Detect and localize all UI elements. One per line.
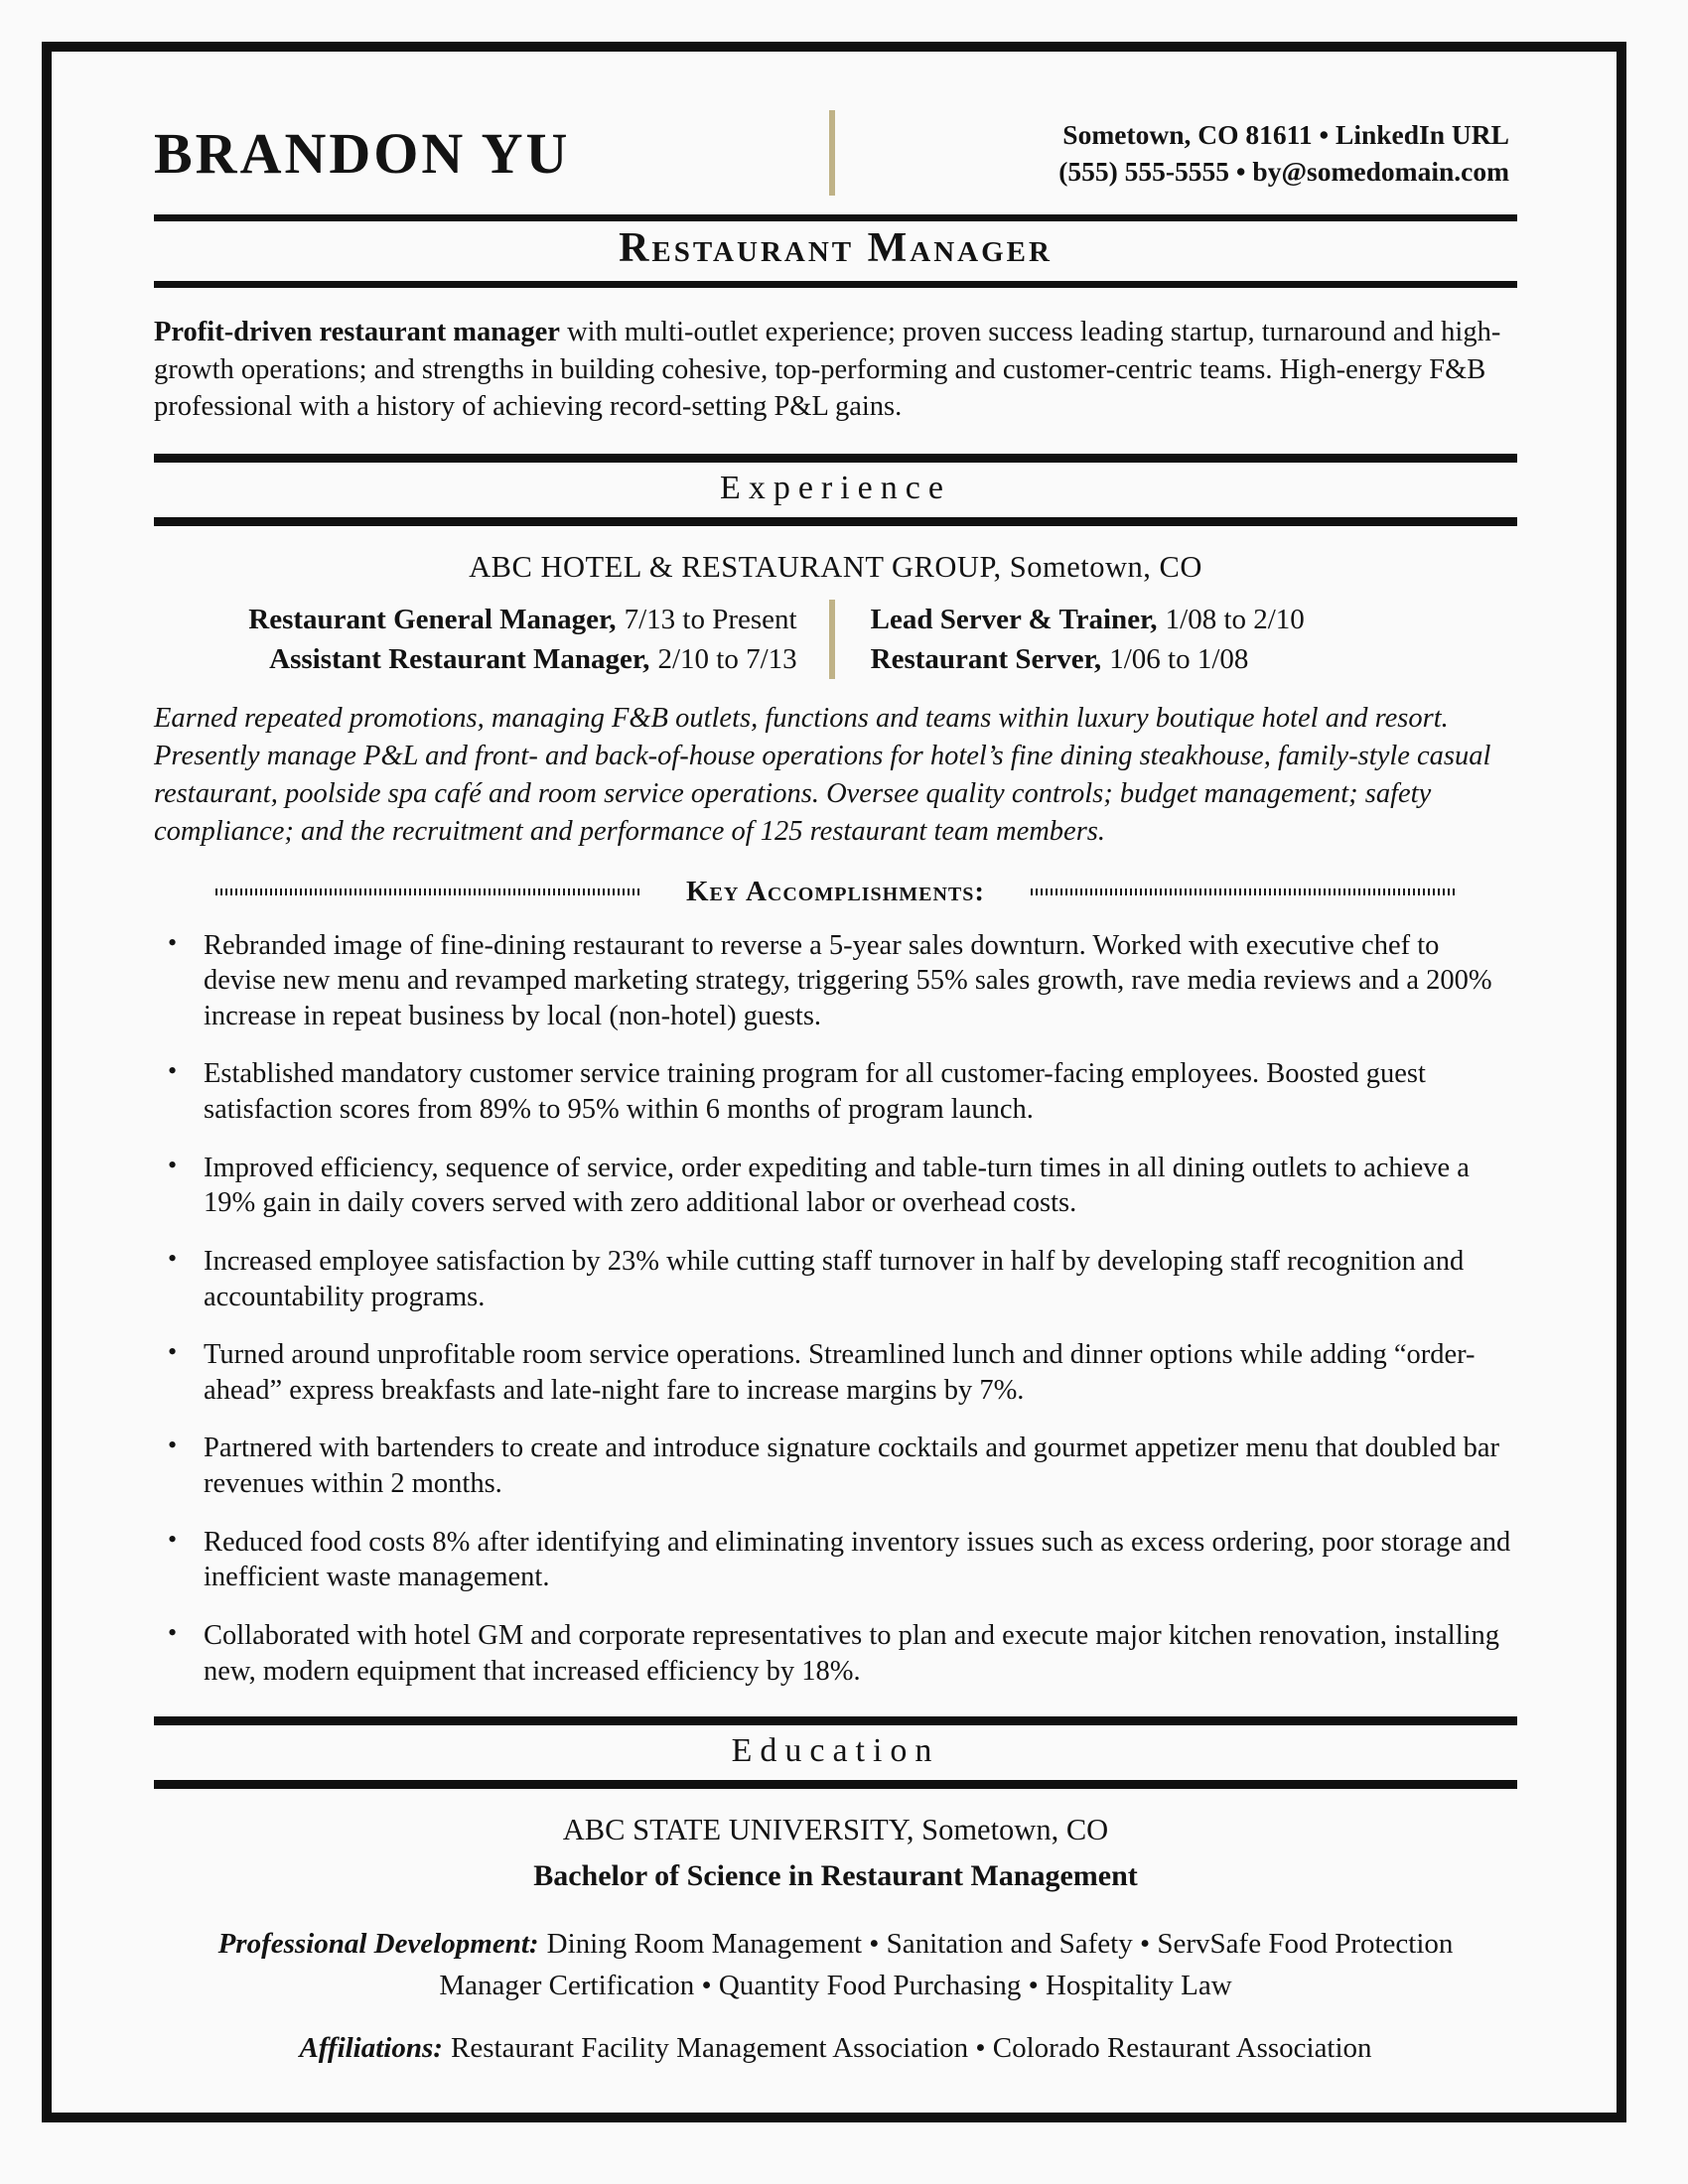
dotted-rule-right	[1031, 888, 1456, 895]
resume-page	[42, 42, 1626, 2122]
section-title-experience: Experience	[720, 469, 951, 506]
employer-line: ABC HOTEL & RESTAURANT GROUP, Sometown, CO	[469, 549, 1202, 584]
accomplishment-text: Established mandatory customer service training program for all customer-facing employees. Boosted guest satisfaction scores from 89% to 95% within 6 months of program launch.	[204, 1058, 1426, 1126]
position-title: Lead Server & Trainer,	[870, 603, 1158, 635]
summary-paragraph	[154, 314, 1517, 426]
positions-left-column	[154, 600, 829, 679]
degree-line: Bachelor of Science in Restaurant Management	[533, 1859, 1138, 1893]
experience-description: Earned repeated promotions, managing F&B outlets, functions and teams within luxury boutique hotel and resort. Presently manage P&L and front- and back-of-house operations for hotel’s fine dining steakhouse, family-style casual restaurant, poolside spa café and room service operations. Oversee quality controls; budget management; safety compliance; and the recruitment and performance of 125 restaurant team members.	[154, 702, 1491, 848]
professional-development-text: Dining Room Management • Sanitation and Safety • ServSafe Food Protection Manager Certification • Quantity Food Purchasing • Hospitality Law	[439, 1928, 1454, 2002]
section-title-education: Education	[731, 1732, 940, 1770]
accomplishment-text: Rebranded image of fine-dining restaurant to reverse a 5-year sales downturn. Worked with executive chef to devise new menu and revamped marketing strategy, triggering 55% sales growth, rave media reviews and a 200% increase in repeat business by local (non-hotel) guests.	[204, 929, 1492, 1031]
affiliations-label: Affiliations:	[299, 2032, 443, 2065]
school-line: ABC STATE UNIVERSITY, Sometown, CO	[562, 1813, 1109, 1847]
job-title: Restaurant Manager	[619, 225, 1053, 271]
position-entry	[154, 600, 797, 639]
contact-block	[835, 116, 1517, 190]
position-title: Assistant Restaurant Manager,	[269, 642, 650, 675]
accomplishments-list	[154, 928, 1517, 1690]
bullet-icon: •	[168, 1337, 178, 1367]
bullet-icon: •	[168, 1431, 178, 1460]
contact-line-2: (555) 555-5555 • by@somedomain.com	[1058, 156, 1509, 187]
position-dates: 2/10 to 7/13	[657, 642, 797, 675]
position-entry	[871, 639, 1517, 679]
bullet-icon: •	[168, 1524, 178, 1554]
position-dates: 1/06 to 1/08	[1109, 642, 1249, 675]
affiliations	[154, 2032, 1517, 2065]
accomplishment-item	[154, 928, 1517, 1034]
positions-grid	[154, 600, 1517, 679]
accomplishment-item	[154, 1056, 1517, 1127]
accomplishment-item	[154, 1337, 1517, 1408]
bullet-icon: •	[168, 1150, 178, 1179]
accomplishment-text: Improved efficiency, sequence of service, order expediting and table-turn times in all dining outlets to achieve a 19% gain in daily covers served with zero additional labor or overhead costs.	[204, 1152, 1470, 1219]
position-dates: 7/13 to Present	[624, 603, 797, 635]
dotted-rule-left	[215, 888, 640, 895]
professional-development	[154, 1923, 1517, 2006]
accomplishment-text: Collaborated with hotel GM and corporate representatives to plan and execute major kitchen renovation, installing new, modern equipment that increased efficiency by 18%.	[204, 1619, 1500, 1687]
position-title: Restaurant Server,	[870, 642, 1102, 675]
bullet-icon: •	[168, 1056, 178, 1086]
accomplishment-text: Increased employee satisfaction by 23% while cutting staff turnover in half by developing staff recognition and accountability programs.	[204, 1245, 1465, 1312]
bullet-icon: •	[168, 1617, 178, 1647]
accomplishment-text: Reduced food costs 8% after identifying and eliminating inventory issues such as excess ordering, poor storage and inefficient waste management.	[204, 1526, 1511, 1593]
bullet-icon: •	[168, 927, 178, 957]
key-accomplishments-header	[154, 876, 1517, 908]
summary-lead: Profit-driven restaurant manager	[154, 317, 560, 347]
position-title: Restaurant General Manager,	[248, 603, 617, 635]
accomplishment-item	[154, 1618, 1517, 1689]
header	[154, 103, 1517, 203]
accomplishments-heading: Key Accomplishments:	[685, 875, 986, 907]
candidate-name: BRANDON YU	[154, 120, 571, 186]
accomplishment-item	[154, 1151, 1517, 1221]
professional-development-label: Professional Development:	[217, 1928, 539, 1961]
contact-line-1: Sometown, CO 81611 • LinkedIn URL	[1062, 118, 1509, 150]
position-dates: 1/08 to 2/10	[1165, 603, 1305, 635]
accomplishment-text: Turned around unprofitable room service operations. Streamlined lunch and dinner options while adding “order-ahead” express breakfasts and late-night fare to increase margins by 7%.	[204, 1339, 1476, 1406]
position-entry	[871, 600, 1517, 639]
positions-right-column	[835, 600, 1517, 679]
summary-rest: with multi-outlet experience; proven success leading startup, turnaround and high-growth operations; and strengths in building cohesive, top-performing and customer-centric teams. High-energy F&B professional with a history of achieving record-setting P&L gains.	[154, 317, 1501, 423]
accomplishment-item	[154, 1525, 1517, 1595]
bullet-icon: •	[168, 1243, 178, 1273]
job-title-banner	[154, 214, 1517, 288]
accomplishment-item	[154, 1244, 1517, 1314]
accomplishment-item	[154, 1431, 1517, 1501]
experience-section-banner	[154, 454, 1517, 526]
accomplishment-text: Partnered with bartenders to create and introduce signature cocktails and gourmet appetizer menu that doubled bar revenues within 2 months.	[204, 1433, 1499, 1500]
position-entry	[154, 639, 797, 679]
education-section-banner	[154, 1716, 1517, 1789]
affiliations-text: Restaurant Facility Management Association • Colorado Restaurant Association	[451, 2032, 1372, 2065]
